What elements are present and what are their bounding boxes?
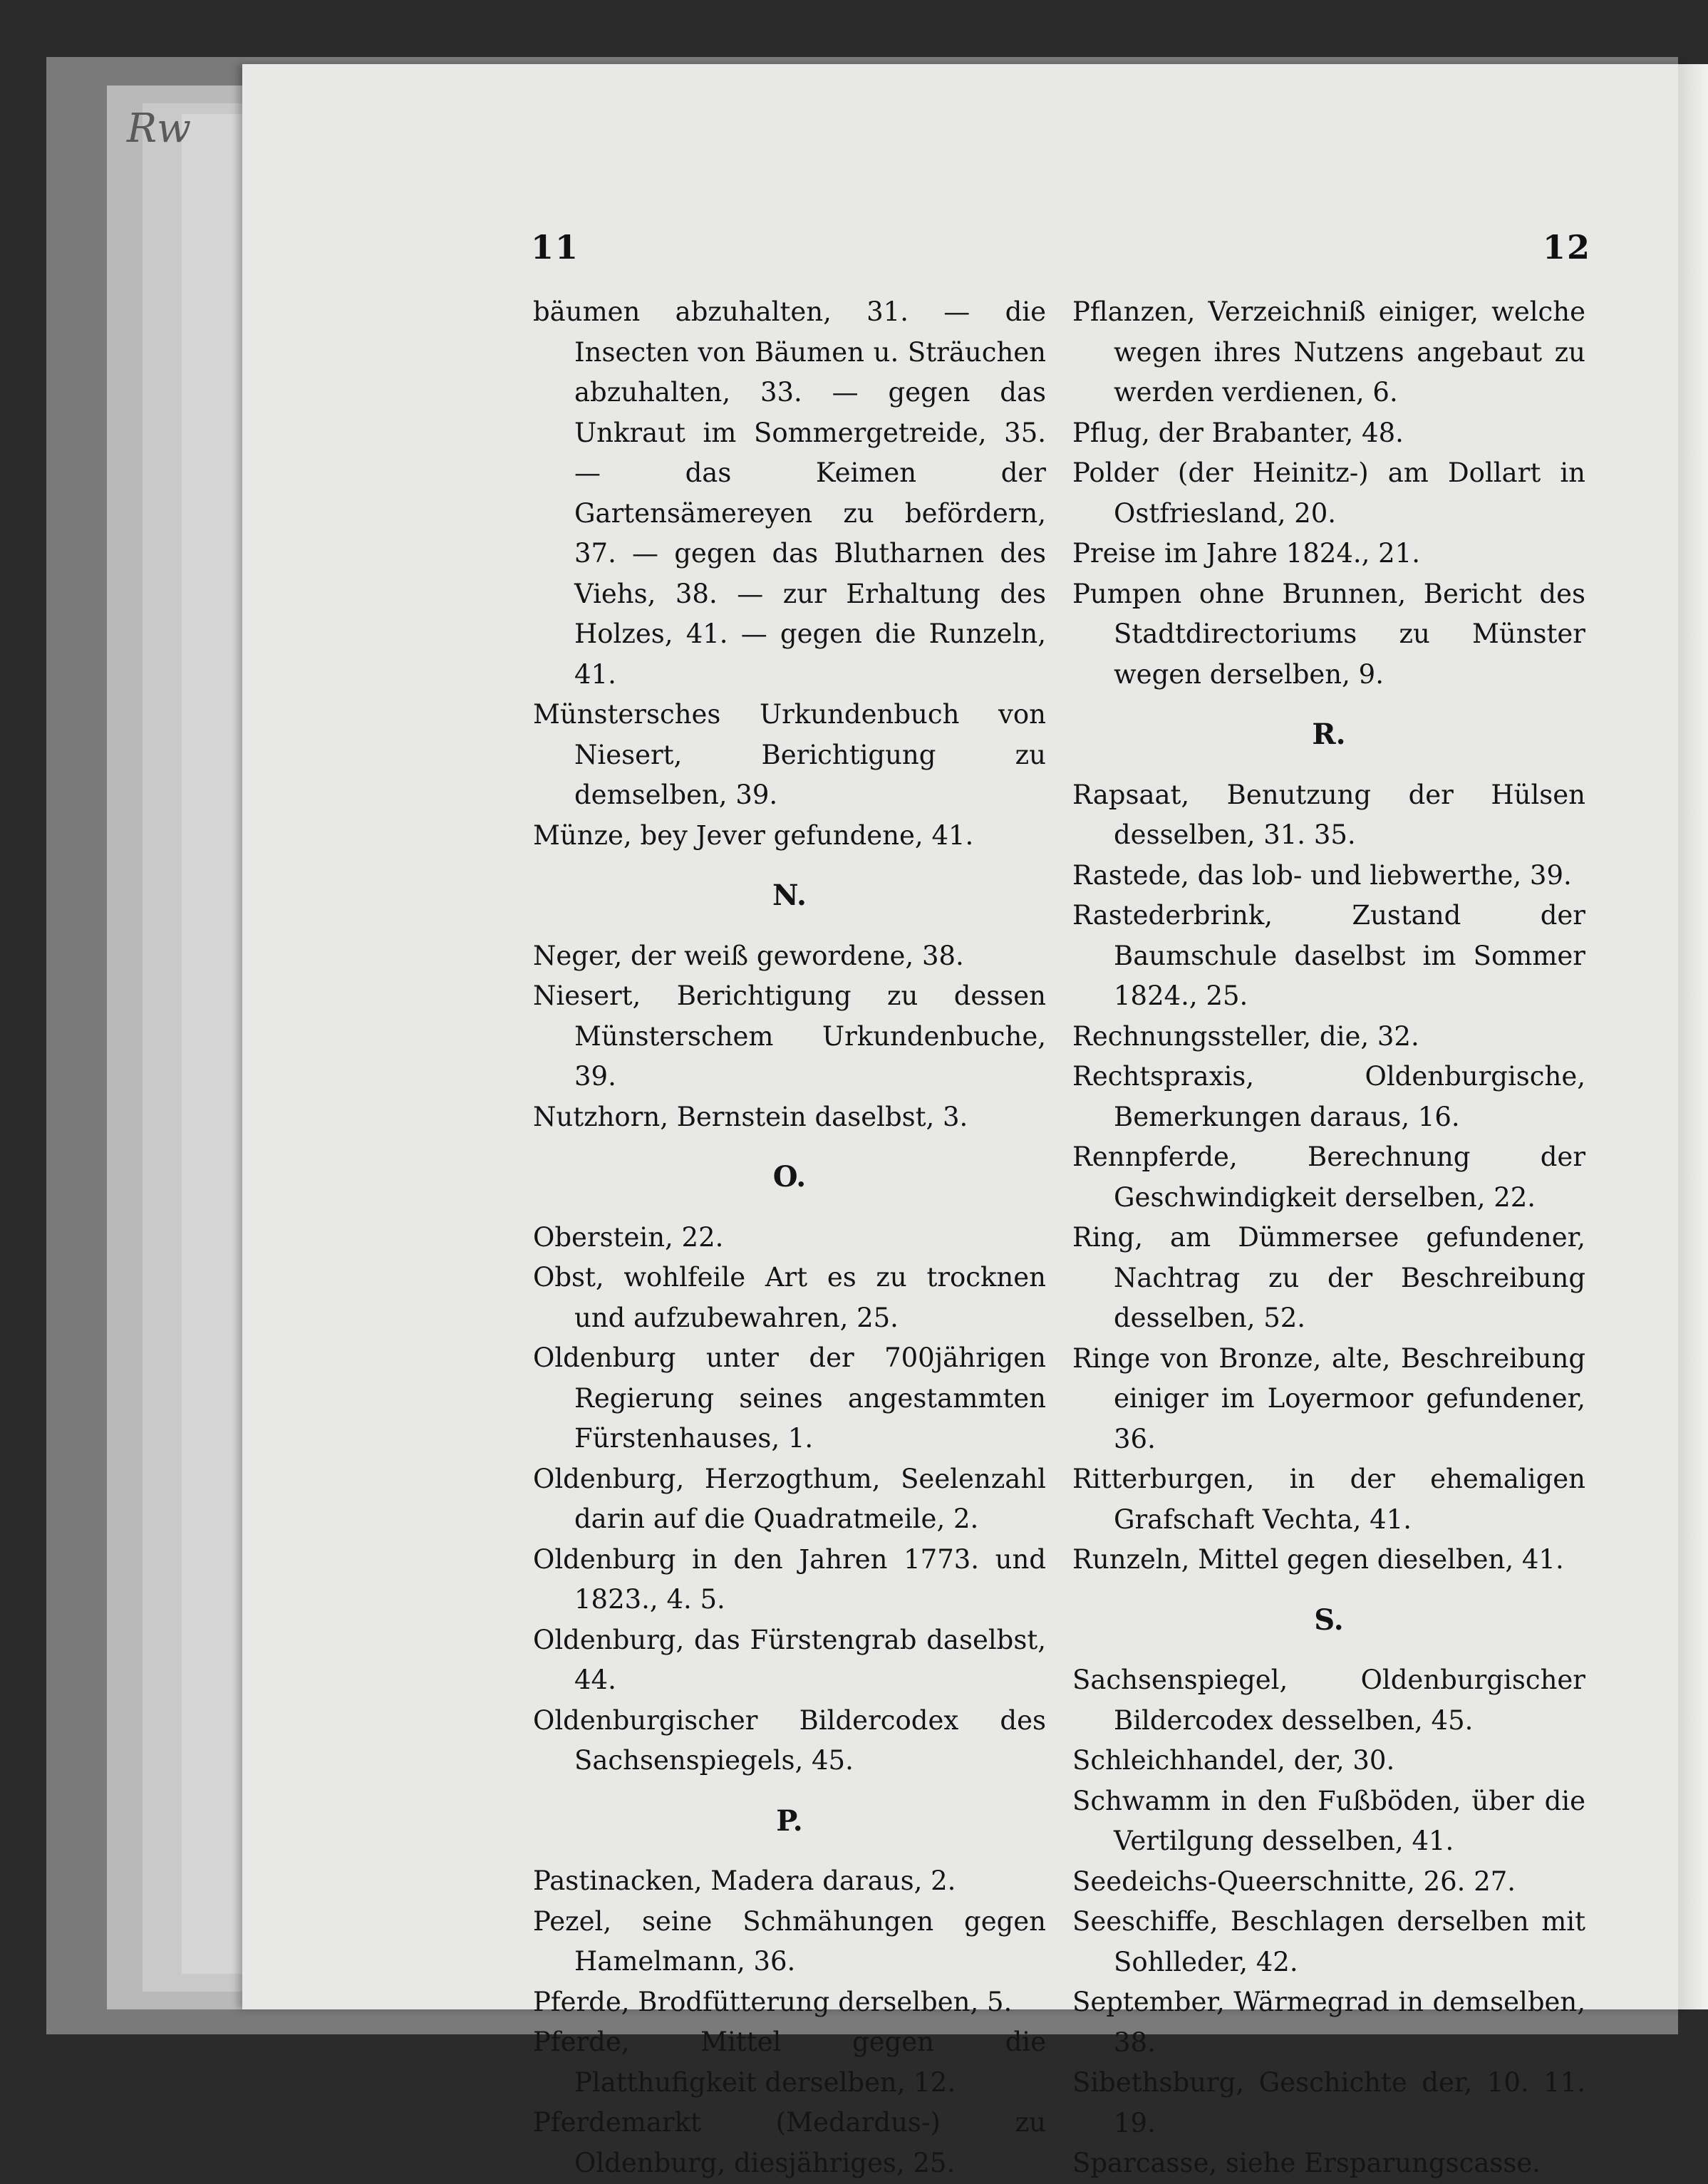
index-entry: Pezel, seine Schmähungen gegen Hamelmann, 36.: [533, 1905, 1046, 1977]
index-entry: Niesert, Berichtigung zu dessen Münsterschem Urkundenbuche, 39.: [533, 980, 1046, 1092]
index-entry: Pferdemarkt (Medardus-) zu Oldenburg, diesjähriges, 25.: [533, 2107, 1046, 2178]
section-letter: O.: [772, 1160, 807, 1194]
index-entry: Oldenburg, Herzogthum, Seelenzahl darin auf die Quadratmeile, 2.: [533, 1463, 1046, 1534]
index-entry: Rastederbrink, Zustand der Baumschule daselbst im Sommer 1824., 25.: [1072, 900, 1585, 1011]
index-entry: Sachsenspiegel, Oldenburgischer Bildercodex desselben, 45.: [1072, 1665, 1585, 1736]
index-entry: Oberstein, 22.: [533, 1221, 724, 1253]
index-entry: Pferde, Mittel gegen die Platthufigkeit derselben, 12.: [533, 2027, 1046, 2098]
index-entry: Runzeln, Mittel gegen dieselben, 41.: [1072, 1544, 1564, 1575]
index-entry: Ritterburgen, in der ehemaligen Grafschaft Vechta, 41.: [1072, 1464, 1585, 1535]
page-number-left: 11: [531, 228, 580, 266]
index-entry: Sibethsburg, Geschichte der, 10. 11. 19.: [1072, 2067, 1585, 2138]
index-entry: Rechtspraxis, Oldenburgische, Bemerkungen daraus, 16.: [1072, 1061, 1585, 1132]
index-entry: Münstersches Urkundenbuch von Niesert, Berichtigung zu demselben, 39.: [533, 699, 1046, 810]
index-entry: Pferde, Brodfütterung derselben, 5.: [533, 1986, 1013, 2017]
index-entry: Oldenburg, das Fürstengrab daselbst, 44.: [533, 1624, 1046, 1695]
index-entry: Pflug, der Brabanter, 48.: [1072, 417, 1404, 448]
index-entry: Rennpferde, Berechnung der Geschwindigkeit derselben, 22.: [1072, 1142, 1585, 1213]
index-entry: Pumpen ohne Brunnen, Bericht des Stadtdirectoriums zu Münster wegen derselben, 9.: [1072, 578, 1585, 690]
index-entry: September, Wärmegrad in demselben, 38.: [1072, 1987, 1585, 2058]
index-entry: Oldenburg unter der 700jährigen Regierung seines angestammten Fürstenhauses, 1.: [533, 1342, 1046, 1454]
index-entry: Ringe von Bronze, alte, Beschreibung einiger im Loyermoor gefundener, 36.: [1072, 1342, 1585, 1454]
index-entry: Münze, bey Jever gefundene, 41.: [533, 819, 974, 851]
index-entry: Nutzhorn, Bernstein daselbst, 3.: [533, 1101, 968, 1132]
page-number-right: 12: [1543, 228, 1592, 266]
section-letter: N.: [772, 879, 807, 912]
index-entry: Pflanzen, Verzeichniß einiger, welche wegen ihres Nutzens angebaut zu werden verdienen, 6.: [1072, 296, 1585, 408]
section-letter: S.: [1314, 1603, 1344, 1637]
index-entry: Oldenburgischer Bildercodex des Sachsenspiegels, 45.: [533, 1704, 1046, 1776]
page-edge: [1678, 64, 1708, 2009]
index-column-left: [533, 292, 1046, 2183]
section-letter: R.: [1312, 718, 1346, 751]
index-entry: Seeschiffe, Beschlagen derselben mit Sohlleder, 42.: [1072, 1906, 1585, 1977]
index-entry: Oldenburg in den Jahren 1773. und 1823., 4. 5.: [533, 1543, 1046, 1615]
index-entry: Rastede, das lob- und liebwerthe, 39.: [1072, 859, 1572, 891]
index-column-right: [1072, 292, 1585, 2184]
index-entry: Preise im Jahre 1824., 21.: [1072, 538, 1420, 569]
index-entry: bäumen abzuhalten, 31. — die Insecten von Bäumen u. Sträuchen abzuhalten, 33. — gegen das Unkraut im Sommergetreide, 35. — das Keimen der Gartensämereyen zu befördern, 37. — gegen das Blutharnen des Viehs, 38. — zur Erhaltung des Holzes, 41. — gegen die Runzeln, 41.: [533, 296, 1046, 690]
index-entry: Ring, am Dümmersee gefundener, Nachtrag zu der Beschreibung desselben, 52.: [1072, 1222, 1585, 1333]
handwritten-mark: Rw: [127, 105, 192, 152]
index-entry: Seedeichs-Queerschnitte, 26. 27.: [1072, 1865, 1516, 1897]
index-entry: Obst, wohlfeile Art es zu trocknen und aufzubewahren, 25.: [533, 1262, 1046, 1333]
index-entry: Polder (der Heinitz-) am Dollart in Ostfriesland, 20.: [1072, 457, 1585, 529]
index-entry: Schwamm in den Fußböden, über die Vertilgung desselben, 41.: [1072, 1785, 1585, 1856]
index-entry: Sparcasse, siehe Ersparungscasse.: [1072, 2148, 1541, 2178]
index-entry: Pastinacken, Madera daraus, 2.: [533, 1865, 956, 1896]
index-entry: Rechnungssteller, die, 32.: [1072, 1020, 1419, 1052]
index-entry: Schleichhandel, der, 30.: [1072, 1745, 1395, 1776]
index-entry: Neger, der weiß gewordene, 38.: [533, 940, 964, 971]
section-letter: P.: [776, 1803, 803, 1838]
index-entry: Rapsaat, Benutzung der Hülsen desselben, 31. 35.: [1072, 779, 1585, 850]
